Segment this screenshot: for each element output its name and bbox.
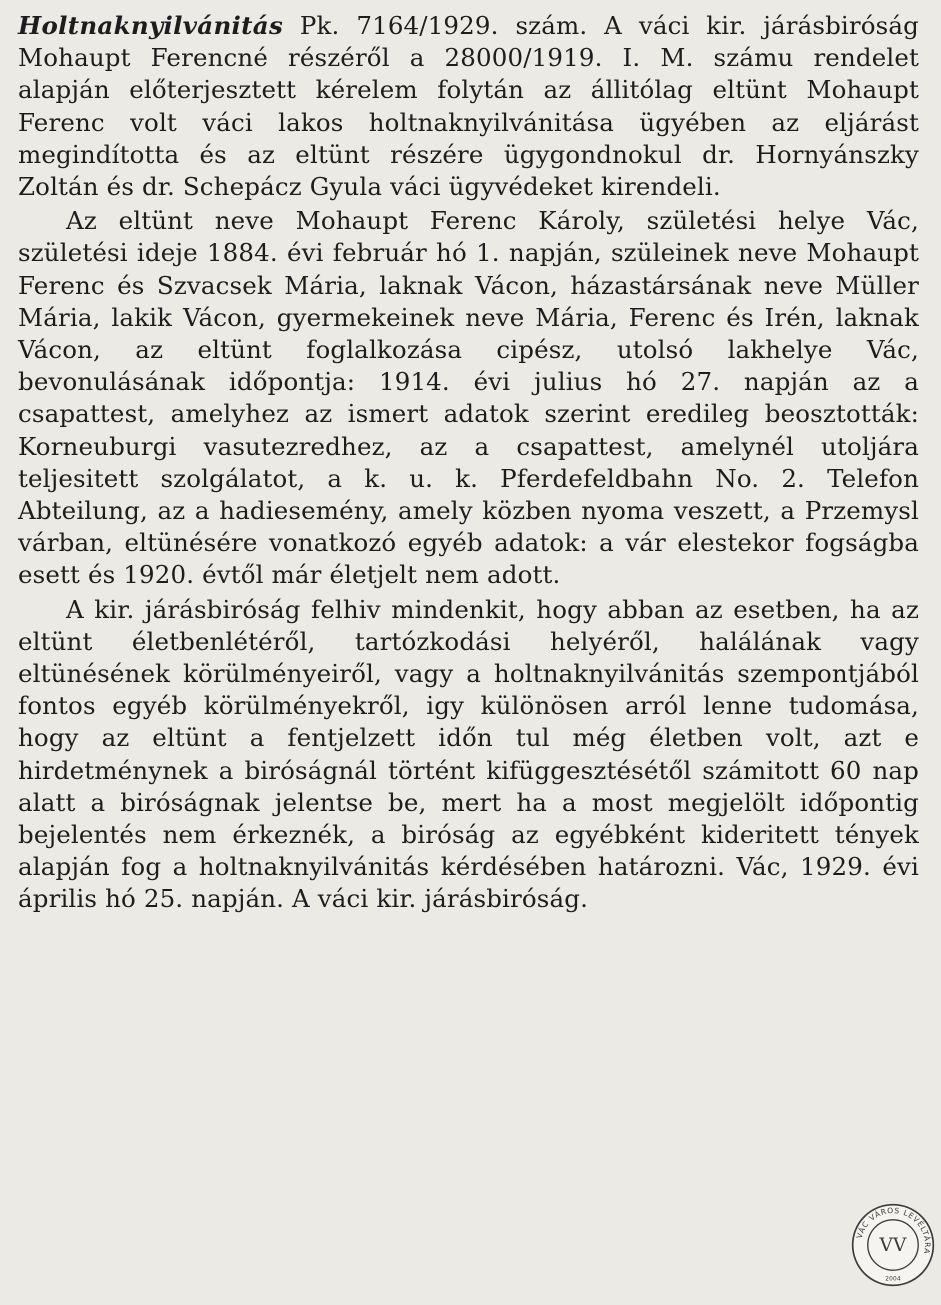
- announcement-text: Pk. 7164/1929. szám. A váci kir. járásbiróság Mohaupt Ferencné részéről a 28000/1919. I. M. számu rendelet alapján előterjesztett kérelem folytán az állitólag eltünt Mohaupt Ferenc volt váci lakos holtnaknyilvánitása ügyében az eljárást megindította és az eltünt részére ügygondnokul dr. Hornyánszky Zoltán és dr. Schepácz Gyula váci ügyvédeket kirendeli.: [18, 11, 919, 202]
- seal-ring-text: VÁC VÁROS LEVÉLTÁRA: [854, 1205, 932, 1256]
- seal-year: 2004: [885, 1276, 901, 1283]
- seal-initials: VV: [879, 1234, 907, 1256]
- paragraph-announcement: [18, 10, 919, 203]
- archive-seal: [851, 1203, 935, 1287]
- archive-seal-icon: [851, 1203, 935, 1287]
- paragraph-missing-person-details: Az eltünt neve Mohaupt Ferenc Károly, születési helye Vác, születési ideje 1884. évi február hó 1. napján, szüleinek neve Mohaupt Ferenc és Szvacsek Mária, laknak Vácon, házastársának neve Müller Mária, lakik Vácon, gyermekeinek neve Mária, Ferenc és Irén, laknak Vácon, az eltünt foglalkozása cipész, utolsó lakhelye Vác, bevonulásának időpontja: 1914. évi julius hó 27. napján az a csapattest, amelyhez az ismert adatok szerint eredileg beosztották: Korneuburgi vasutezredhez, az a csapattest, amelynél utoljára teljesitett szolgálatot, a k. u. k. Pferdefeldbahn No. 2. Telefon Abteilung, az a hadiesemény, amely közben nyoma veszett, a Przemysl várban, eltünésére vonatkozó egyéb adatok: a vár elestekor fogságba esett és 1920. évtől már életjelt nem adott.: [18, 206, 919, 590]
- paragraph-court-call: A kir. járásbiróság felhiv mindenkit, hogy abban az esetben, ha az eltünt életbenlétéről, tartózkodási helyéről, halálának vagy eltünésének körülményeiről, vagy a holtnaknyilvánitás szempontjából fontos egyéb körülményekről, igy különösen arról lenne tudomása, hogy az eltünt a fentjelzett időn tul még életben volt, azt e hirdetménynek a biróságnál történt kifüggesztésétől számitott 60 nap alatt a biróságnak jelentse be, mert ha a most megjelölt időpontig bejelentés nem érkeznék, a biróság az egyébként kideritett tények alapján fog a holtnaknyilvánitás kérdésében határozni. Vác, 1929. évi április hó 25. napján. A váci kir. járásbiróság.: [18, 594, 919, 914]
- announcement-heading: Holtnaknyilvánitás: [18, 11, 284, 40]
